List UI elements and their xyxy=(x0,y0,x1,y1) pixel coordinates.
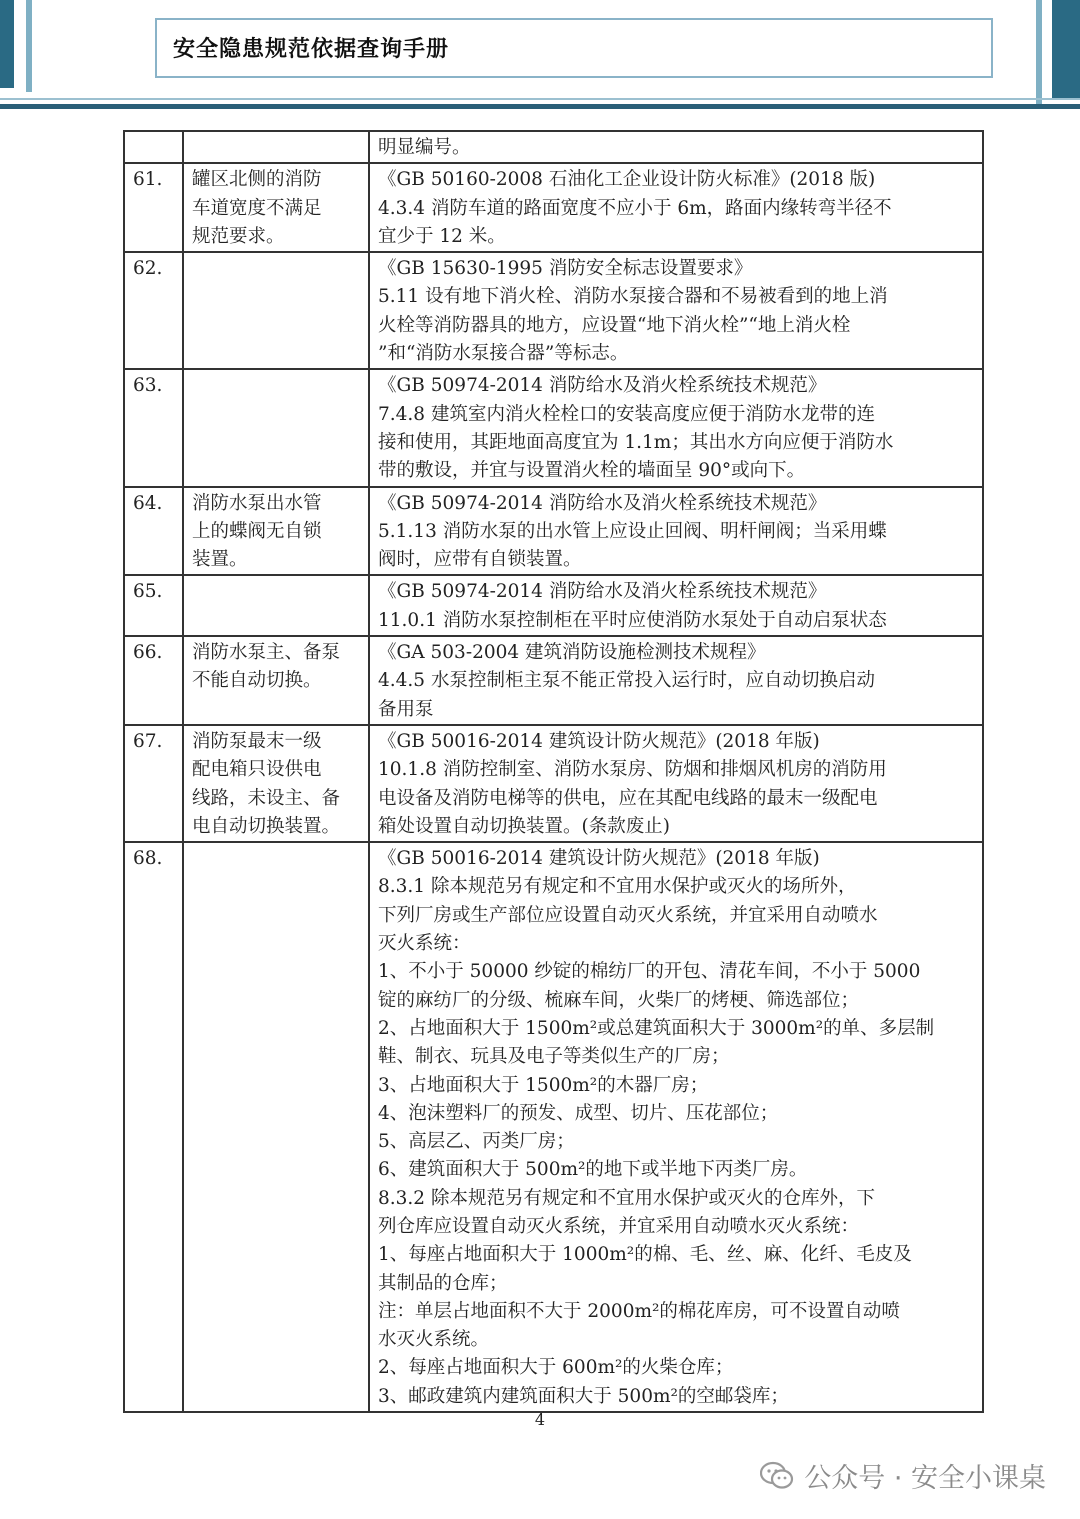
table-row xyxy=(124,842,983,1412)
table-row xyxy=(124,131,983,163)
basis-line: 带的敷设，并宜与设置消火栓的墙面呈 90°或向下。 xyxy=(378,460,806,482)
basis-line: 5、高层乙、丙类厂房； xyxy=(378,1131,575,1153)
row-number: 67. xyxy=(124,725,183,842)
basis-line: 4.4.5 水泵控制柜主泵不能正常投入运行时，应自动切换启动 xyxy=(378,670,875,692)
row-number: 61. xyxy=(124,163,183,252)
basis-line: 《GB 50160-2008 石油化工企业设计防火标准》(2018 版) xyxy=(378,169,876,191)
basis-line: 《GB 50974-2014 消防给水及消火栓系统技术规范》 xyxy=(378,492,827,514)
basis-line: 水灭火系统。 xyxy=(378,1329,490,1351)
row-number: 68. xyxy=(124,842,183,1412)
basis-line: 1、每座占地面积大于 1000m²的棉、毛、丝、麻、化纤、毛皮及 xyxy=(378,1244,912,1266)
basis-line: 8.3.1 除本规范另有规定和不宜用水保护或灭火的场所外， xyxy=(378,876,857,898)
basis-line: 灭火系统： xyxy=(378,933,471,955)
basis-line: 锭的麻纺厂的分级、梳麻车间，火柴厂的烤梗、筛选部位； xyxy=(378,989,860,1011)
basis-cell xyxy=(369,725,983,842)
basis-line: 备用泵 xyxy=(378,698,434,720)
basis-line: 1、不小于 50000 纱锭的棉纺厂的开包、清花车间，不小于 5000 xyxy=(378,961,921,983)
document-title: 安全隐患规范依据查询手册 xyxy=(173,37,450,62)
basis-line: 箱处设置自动切换装置。(条款废止) xyxy=(378,815,670,837)
basis-line: 7.4.8 建筑室内消火栓栓口的安装高度应便于消防水龙带的连 xyxy=(378,403,875,425)
page-number: 4 xyxy=(534,1410,546,1429)
basis-line: 接和使用，其距地面高度宜为 1.1m；其出水方向应便于消防水 xyxy=(378,431,894,453)
basis-line: 《GB 50974-2014 消防给水及消火栓系统技术规范》 xyxy=(378,581,827,603)
regulation-table xyxy=(123,130,984,1413)
issue-line: 装置。 xyxy=(192,549,248,571)
basis-line: 列仓库应设置自动灭火系统，并宜采用自动喷水灭火系统： xyxy=(378,1215,860,1237)
basis-line: 明显编号。 xyxy=(378,137,471,158)
basis-line: 《GB 50016-2014 建筑设计防火规范》(2018 年版) xyxy=(378,848,820,870)
basis-line: 《GB 50974-2014 消防给水及消火栓系统技术规范》 xyxy=(378,375,827,397)
basis-line: 11.0.1 消防水泵控制柜在平时应使消防水泵处于自动启泵状态 xyxy=(378,609,887,631)
basis-cell xyxy=(369,131,983,163)
issue-line: 不能自动切换。 xyxy=(192,670,322,692)
header-accent-left xyxy=(0,0,14,88)
basis-cell xyxy=(369,252,983,369)
table-row xyxy=(124,487,983,576)
header-accent-right-thin xyxy=(1036,0,1042,104)
basis-line: 火栓等消防器具的地方，应设置“地下消火栓”“地上消火栓 xyxy=(378,314,851,336)
basis-cell xyxy=(369,636,983,725)
issue-cell xyxy=(183,636,369,725)
row-number: 63. xyxy=(124,369,183,486)
header-box xyxy=(155,18,993,78)
basis-line: 注：单层占地面积不大于 2000m²的棉花库房，可不设置自动喷 xyxy=(378,1300,900,1322)
issue-cell xyxy=(183,369,369,486)
issue-line: 配电箱只设供电 xyxy=(192,759,322,781)
basis-cell xyxy=(369,575,983,636)
issue-line: 消防水泵主、备泵 xyxy=(192,642,341,664)
issue-cell xyxy=(183,252,369,369)
basis-cell xyxy=(369,369,983,486)
row-number: 62. xyxy=(124,252,183,369)
basis-line: 《GB 50016-2014 建筑设计防火规范》(2018 年版) xyxy=(378,730,820,752)
issue-line: 车道宽度不满足 xyxy=(192,197,322,219)
table-row xyxy=(124,252,983,369)
table-row xyxy=(124,725,983,842)
watermark xyxy=(760,1456,1046,1495)
issue-cell xyxy=(183,131,369,163)
basis-line: 3、占地面积大于 1500m²的木器厂房； xyxy=(378,1074,709,1096)
basis-line: 宜少于 12 米。 xyxy=(378,225,506,247)
issue-cell xyxy=(183,487,369,576)
basis-line: 5.11 设有地下消火栓、消防水泵接合器和不易被看到的地上消 xyxy=(378,286,888,308)
issue-line: 上的蝶阀无自锁 xyxy=(192,520,322,542)
basis-line: 4、泡沫塑料厂的预发、成型、切片、压花部位； xyxy=(378,1102,779,1124)
basis-line: 2、占地面积大于 1500m²或总建筑面积大于 3000m²的单、多层制 xyxy=(378,1017,935,1039)
basis-line: 3、邮政建筑内建筑面积大于 500m²的空邮袋库； xyxy=(378,1385,789,1407)
table-row xyxy=(124,575,983,636)
basis-cell xyxy=(369,163,983,252)
issue-line: 罐区北侧的消防 xyxy=(192,169,322,191)
header-rule xyxy=(0,104,1080,109)
basis-line: 8.3.2 除本规范另有规定和不宜用水保护或灭火的仓库外，下 xyxy=(378,1187,875,1209)
basis-line: 《GA 503-2004 建筑消防设施检测技术规程》 xyxy=(378,642,766,664)
issue-line: 消防泵最末一级 xyxy=(192,730,322,752)
basis-line: 6、建筑面积大于 500m²的地下或半地下丙类厂房。 xyxy=(378,1159,808,1181)
basis-line: 其制品的仓库； xyxy=(378,1272,508,1294)
issue-cell xyxy=(183,725,369,842)
issue-line: 消防水泵出水管 xyxy=(192,492,322,514)
table-row xyxy=(124,369,983,486)
issue-line: 线路，未设主、备 xyxy=(192,787,341,809)
issue-cell xyxy=(183,575,369,636)
table-row xyxy=(124,636,983,725)
basis-line: 鞋、制衣、玩具及电子等类似生产的厂房； xyxy=(378,1046,730,1068)
header-accent-right xyxy=(1052,0,1080,100)
row-number: 64. xyxy=(124,487,183,576)
wechat-icon xyxy=(760,1461,794,1491)
issue-line: 规范要求。 xyxy=(192,225,285,247)
basis-line: ”和“消防水泵接合器”等标志。 xyxy=(378,343,629,365)
basis-line: 5.1.13 消防水泵的出水管上应设止回阀、明杆闸阀；当采用蝶 xyxy=(378,520,887,542)
basis-line: 4.3.4 消防车道的路面宽度不应小于 6m，路面内缘转弯半径不 xyxy=(378,197,892,219)
issue-line: 电自动切换装置。 xyxy=(192,815,341,837)
header-accent-left-thin xyxy=(26,0,32,92)
basis-cell xyxy=(369,842,983,1412)
basis-line: 电设备及消防电梯等的供电，应在其配电线路的最末一级配电 xyxy=(378,787,878,809)
basis-line: 阀时，应带有自锁装置。 xyxy=(378,549,582,571)
basis-line: 下列厂房或生产部位应设置自动灭火系统，并宜采用自动喷水 xyxy=(378,904,878,926)
issue-cell xyxy=(183,163,369,252)
basis-line: 10.1.8 消防控制室、消防水泵房、防烟和排烟风机房的消防用 xyxy=(378,759,887,781)
row-number xyxy=(124,131,183,163)
watermark-text: 公众号 · 安全小课桌 xyxy=(804,1463,1046,1494)
row-number: 65. xyxy=(124,575,183,636)
table-row xyxy=(124,163,983,252)
basis-line: 《GB 15630-1995 消防安全标志设置要求》 xyxy=(378,258,753,280)
issue-cell xyxy=(183,842,369,1412)
basis-line: 2、每座占地面积大于 600m²的火柴仓库； xyxy=(378,1357,734,1379)
basis-cell xyxy=(369,487,983,576)
row-number: 66. xyxy=(124,636,183,725)
header-rule-thin xyxy=(0,98,1080,100)
